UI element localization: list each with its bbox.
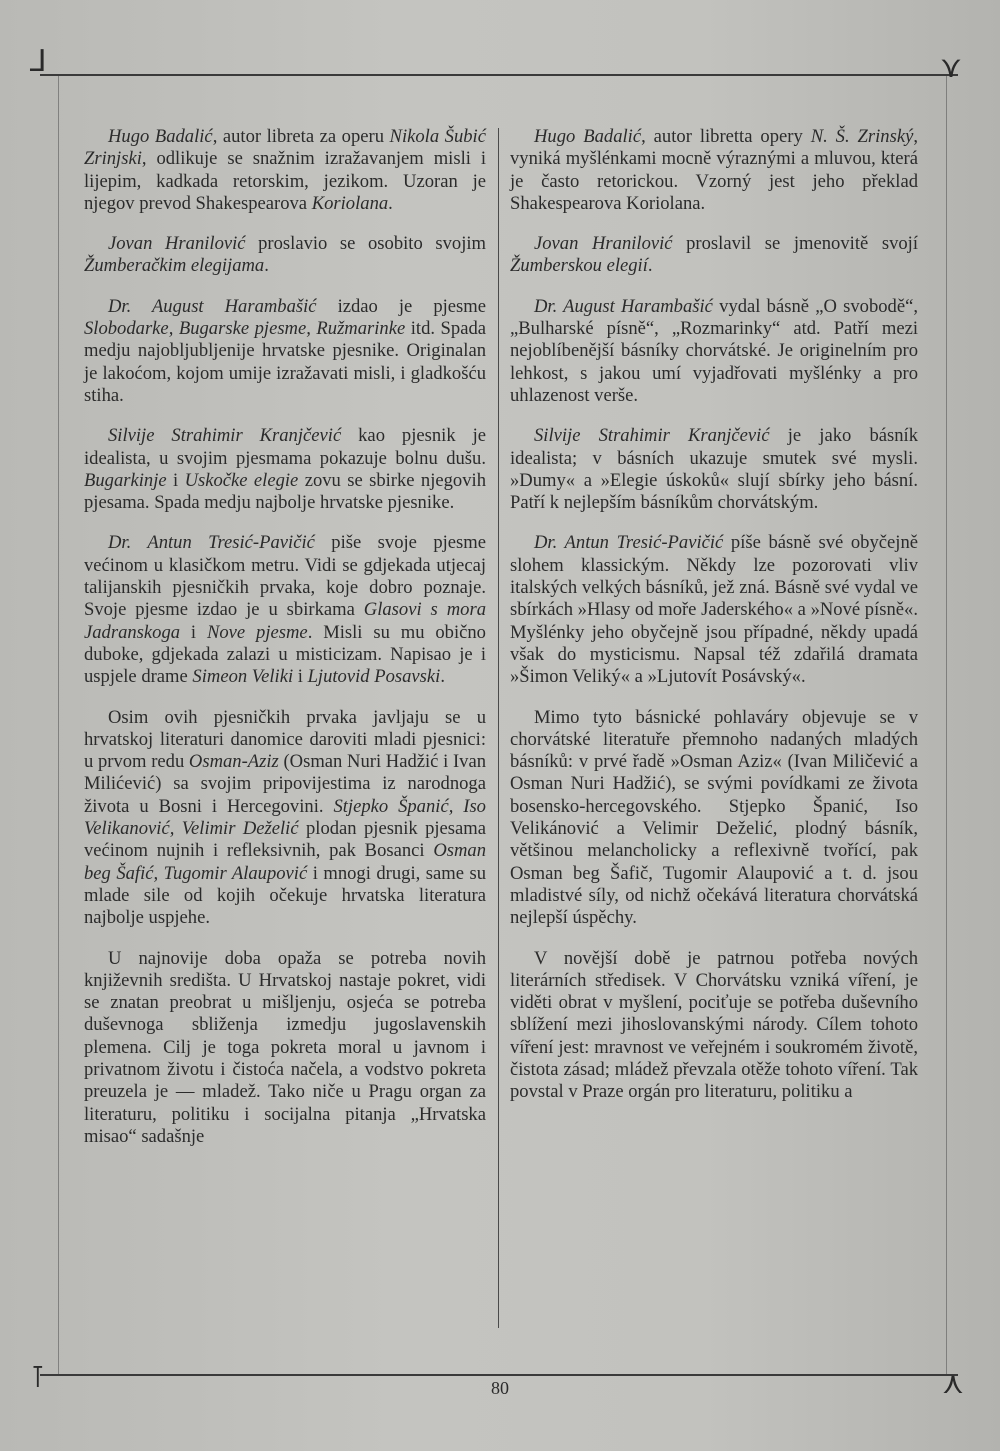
paragraph: Mimo tyto básnické pohlaváry objevuje se v chorvátské literatuře přemnoho nadaných mladých básníků: v prvé řadě »Osman Aziz« (Ivan Miličević a Osman Nuri Hadžić), se svými povídkami ze života bosensko-hercegovského. Stjepko Španić, Iso Velikánović a Velimir Deželić, plodný básník, většinou melancholicky a reflexivně tvořící, pak Osman beg Šafič, Tugomir Alaupović a t. d. jsou mladistvé síly, od nichž očekává literatura chorvátská nejlepší úspěchy. — [510, 706, 918, 929]
page-number: 80 — [491, 1378, 509, 1398]
paragraph: Silvije Strahimir Kranjčević je jako básník idealista; v básních ukazuje smutek své mysli. »Dumy« a »Elegie úskoků« slují sbírky jeho básní. Patří k nejlepším básníkům chorvátským. — [510, 425, 918, 514]
paragraph: Jovan Hranilović proslavio se osobito svojim Žumberačkim elegijama. — [84, 233, 486, 277]
corner-mark-top-right: ⋎ — [940, 50, 962, 85]
czech-text-column — [510, 126, 918, 1122]
top-rule — [40, 74, 958, 76]
right-frame-line — [946, 76, 947, 1374]
paragraph: Osim ovih pjesničkih prvaka javljaju se u hrvatskoj literaturi danomice daroviti mladi pjesnici: u prvom redu Osman-Aziz (Osman Nuri Hadžić i Ivan Milićević) sa svojim pripovijestima iz narodnoga života u Bosni i Hercegovini. Stjepko Španić, Iso Velikanović, Velimir Deželić plodan pjesnik pjesama većinom nujnih i refleksivnih, pak Bosanci Osman beg Šafić, Tugomir Alaupović i mnogi drugi, same su mlade sile od kojih očekuje hrvatska literatura najbolje uspjehe. — [84, 706, 487, 929]
paragraph: Dr. Antun Tresić-Pavičić piše svoje pjesme većinom u klasičkom metru. Vidi se gdjekada utjecaj talijanskih pjesničkih prvaka, koje dobro poznaje. Svoje pjesme izdao je u sbirkama Glasovi s mora Jadranskoga i Nove pjesme. Misli su mu obično duboke, gdjekada zalazi u misticizam. Napisao je i uspjele drame Simeon Veliki i Ljutovid Posavski. — [84, 532, 486, 688]
paragraph: Hugo Badalić, autor libretta opery N. Š. Zrinský, vyniká myšlénkami mocně výraznými a mluvou, která je často retorickou. Vzorný jest jeho překlad Shakespearova Koriolana. — [510, 126, 918, 214]
column-divider — [498, 128, 499, 1328]
bottom-rule — [40, 1374, 958, 1376]
paragraph: V novější době je patrnou potřeba nových literárních středisek. V Chorvátsku vzniká víření, je viděti obrat v myšlení, pociťuje se potřeba duševního sblížení mezi jihoslovanskými národy. Cílem tohoto víření jest: mravnost ve veřejném i soukromém životě, čistota zásad; mládež převzala otěže tohoto víření. Tak povstal v Praze orgán pro literaturu, politiku a — [510, 947, 918, 1103]
corner-mark-bottom-right: ⋏ — [942, 1366, 964, 1401]
paragraph: Dr. Antun Tresić-Pavičić píše básně své obyčejně slohem klassickým. Někdy lze pozorovati vliv italských velkých básníků, jež zná. Básně své vydal ve sbírkách »Hlasy od moře Jaderského« a »Nové písně«. Myšlénky jeho obyčejně jsou případné, někdy upadá však do mysticismu. Napsal též zdařilá dramata »Šimon Veliký« a »Ljutovít Posávský«. — [510, 532, 918, 688]
paragraph: Dr. August Harambašić vydal básně „O svobodě“, „Bulharské písně“, „Rozmarinky“ atd. Patří mezi nejoblíbenější básníky chorvátské. Je originelním pro lehkost, s jakou umí vyjadřovati myšlénky a pro uhlazenost verše. — [510, 295, 919, 406]
corner-mark-bottom-left: ⊺ — [30, 1360, 46, 1395]
paragraph: Hugo Badalić, autor libreta za operu Nikola Šubić Zrinjski, odlikuje se snažnim izražavanjem misli i lijepim, kadkada retorskim, jezikom. Uzoran je njegov prevod Shakespearova Koriolana. — [84, 126, 486, 214]
paragraph: Jovan Hranilović proslavil se jmenovitě svojí Žumberskou elegií. — [510, 233, 918, 277]
corner-mark-top-left: ⅃ — [30, 44, 47, 79]
paragraph: U najnovije doba opaža se potreba novih književnih središta. U Hrvatskoj nastaje pokret, vidi se znatan preobrat u mišljenju, osjeća se potreba duševnoga sbliženja izmedju jugoslavenskih plemena. Cilj je toga pokreta moral u javnom i privatnom životu i čistoća načela, a vodstvo pokreta preuzela je — mladež. Tako niče u Pragu organ za literaturu, politiku i socijalna pitanja „Hrvatska misao“ sadašnje — [84, 947, 486, 1147]
left-frame-line — [58, 76, 59, 1374]
croatian-text-column — [84, 126, 486, 1166]
paragraph: Dr. August Harambašić izdao je pjesme Slobodarke, Bugarske pjesme, Ružmarinke itd. Spada medju najobljubljenije hrvatske pjesnike. Originalan je lakoćom, kojom umije izražavati misli, i gladkošću stiha. — [84, 295, 487, 406]
paragraph: Silvije Strahimir Kranjčević kao pjesnik je idealista, u svojim pjesmama pokazuje bolnu dušu. Bugarkinje i Uskočke elegie zovu se sbirke njegovih pjesama. Spada medju najbolje hrvatske pjesnike. — [84, 425, 486, 514]
